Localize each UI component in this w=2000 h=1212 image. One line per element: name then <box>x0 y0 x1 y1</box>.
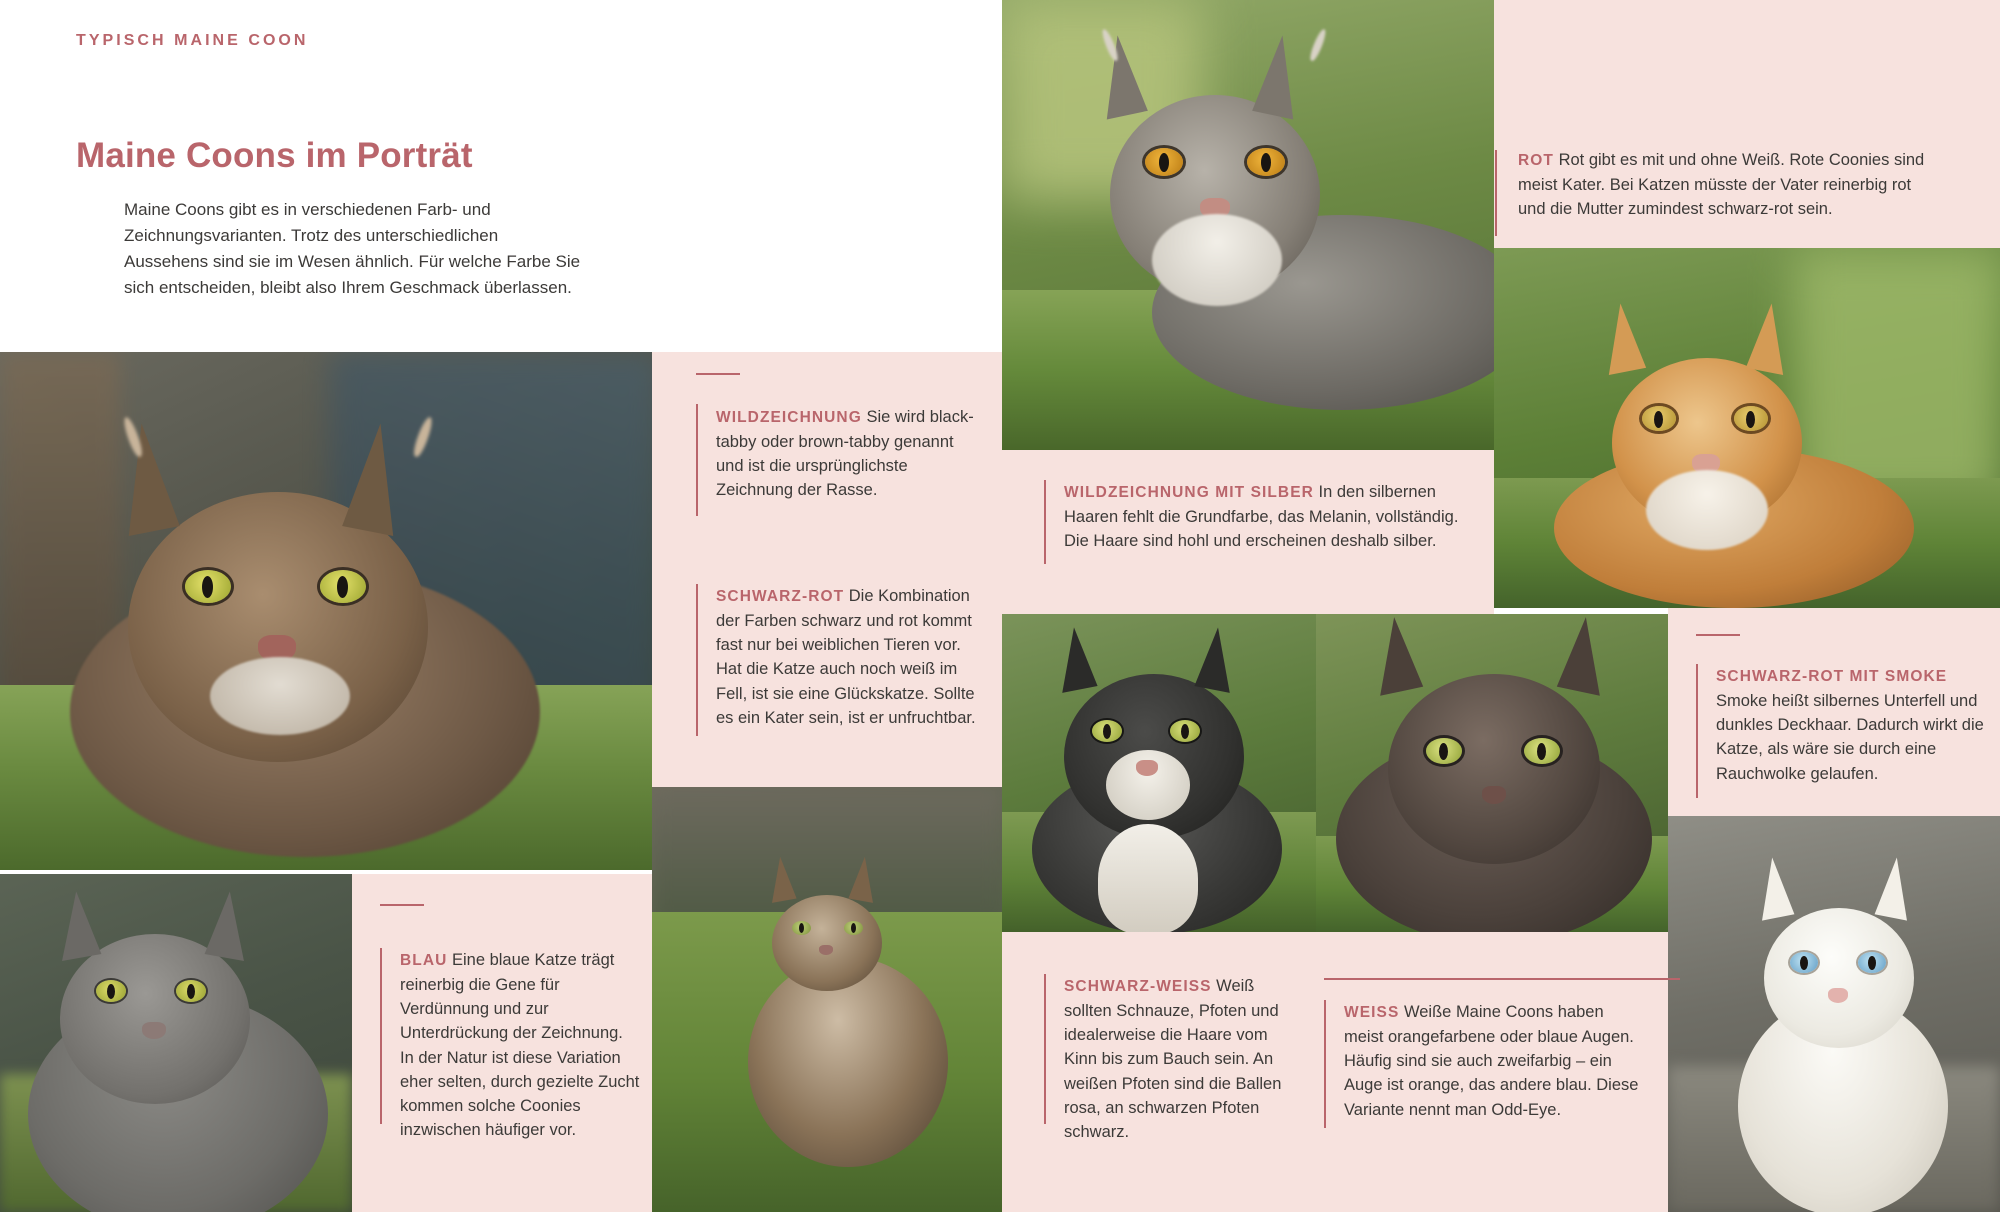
caption-body: Weiß sollten Schnauze, Pfoten und idealerweise die Haare vom Kinn bis zum Bauch sein. An weißen Pfoten sind die Ballen rosa, an schwarzen Pfoten schwarz. <box>1064 977 1282 1142</box>
caption-term: SCHWARZ-ROT MIT SMOKE <box>1716 668 1948 685</box>
caption-term: SCHWARZ-WEISS <box>1064 978 1212 995</box>
caption-term: WILDZEICHNUNG <box>716 409 862 426</box>
caption-body: Sie wird black-tabby oder brown-tabby genannt und ist die ursprünglichste Zeichnung der Rasse. <box>716 408 974 500</box>
caption-body: Weiße Maine Coons haben meist orangefarbene oder blaue Augen. Häufig sind sie auch zweifarbig – ein Auge ist orange, das andere blau. Diese Variante nennt man Odd-Eye. <box>1344 1003 1639 1119</box>
kicker-label: TYPISCH MAINE COON <box>76 32 309 49</box>
caption-rule <box>380 904 424 906</box>
caption-rule-vertical <box>696 584 698 736</box>
intro-paragraph: Maine Coons gibt es in verschiedenen Farb- und Zeichnungsvarianten. Trotz des unterschiedlichen Aussehens sind sie im Wesen ähnlich. Für welche Farbe Sie sich entscheiden, bleibt also Ihrem Geschmack überlassen. <box>124 200 581 297</box>
caption-panel-silber <box>1002 450 1494 614</box>
caption-term: WILDZEICHNUNG MIT SILBER <box>1064 484 1314 501</box>
caption-rule-vertical <box>1495 150 1497 236</box>
page-title: Maine Coons im Porträt <box>76 136 473 175</box>
caption-body: Eine blaue Katze trägt reinerbig die Gene für Verdünnung und zur Unterdrückung der Zeichnung. In der Natur ist diese Variation eher selten, durch gezielte Zucht kommen solche Coonies inzwischen häufiger vor. <box>400 951 640 1140</box>
caption-term: WEISS <box>1344 1004 1400 1021</box>
caption-term: BLAU <box>400 952 448 969</box>
caption-panel-bottom <box>1002 932 1668 1212</box>
caption-wildzeichnung-silber <box>1064 480 1480 553</box>
photo-red-white <box>1494 248 2000 608</box>
photo-tortie-standing <box>652 787 1002 1212</box>
caption-rule-vertical <box>1324 1000 1326 1128</box>
caption-rule <box>696 373 740 375</box>
caption-rot <box>1518 148 1938 221</box>
caption-body: Smoke heißt silbernes Unterfell und dunkles Deckhaar. Dadurch wirkt die Katze, als wäre sie durch eine Rauchwolke gelaufen. <box>1716 691 1984 783</box>
photo-silver-tabby <box>1002 0 1494 450</box>
caption-body: Die Kombination der Farben schwarz und rot kommt fast nur bei weiblichen Tieren vor. Hat die Katze auch noch weiß im Fell, ist sie eine Glückskatze. Sollte es ein Kater sein, ist er unfruchtbar. <box>716 587 976 727</box>
caption-rule-vertical <box>1044 974 1046 1124</box>
photo-brown-tabby-portrait <box>0 352 652 870</box>
caption-panel-rot <box>1494 0 2000 248</box>
photo-smoke <box>1316 614 1668 932</box>
photo-blue-cat <box>0 874 352 1212</box>
caption-panel-smoke <box>1668 608 2000 816</box>
caption-rule-vertical <box>380 948 382 1124</box>
caption-panel-blau <box>352 874 652 1212</box>
caption-body: In den silbernen Haaren fehlt die Grundfarbe, das Melanin, vollständig. Die Haare sind hohl und erscheinen deshalb silber. <box>1064 483 1459 551</box>
photo-black-white <box>1002 614 1316 932</box>
caption-rule <box>1324 978 1680 980</box>
caption-term: ROT <box>1518 152 1554 169</box>
caption-rule-vertical <box>696 404 698 516</box>
photo-white-kitten <box>1668 816 2000 1212</box>
caption-rule-vertical <box>1044 480 1046 564</box>
caption-term: SCHWARZ-ROT <box>716 588 845 605</box>
caption-weiss <box>1344 1000 1644 1122</box>
caption-panel-left <box>652 352 1002 787</box>
caption-schwarz-weiss <box>1064 974 1302 1144</box>
caption-rule <box>1696 634 1740 636</box>
caption-body: Rot gibt es mit und ohne Weiß. Rote Coonies sind meist Kater. Bei Katzen müsste der Vater reinerbig rot und die Mutter zumindest schwarz-rot sein. <box>1518 151 1925 219</box>
caption-smoke <box>1716 664 1984 786</box>
caption-schwarz-rot <box>716 584 978 730</box>
caption-blau <box>400 948 640 1143</box>
caption-wildzeichnung <box>716 405 978 503</box>
caption-rule-vertical <box>1696 664 1698 798</box>
